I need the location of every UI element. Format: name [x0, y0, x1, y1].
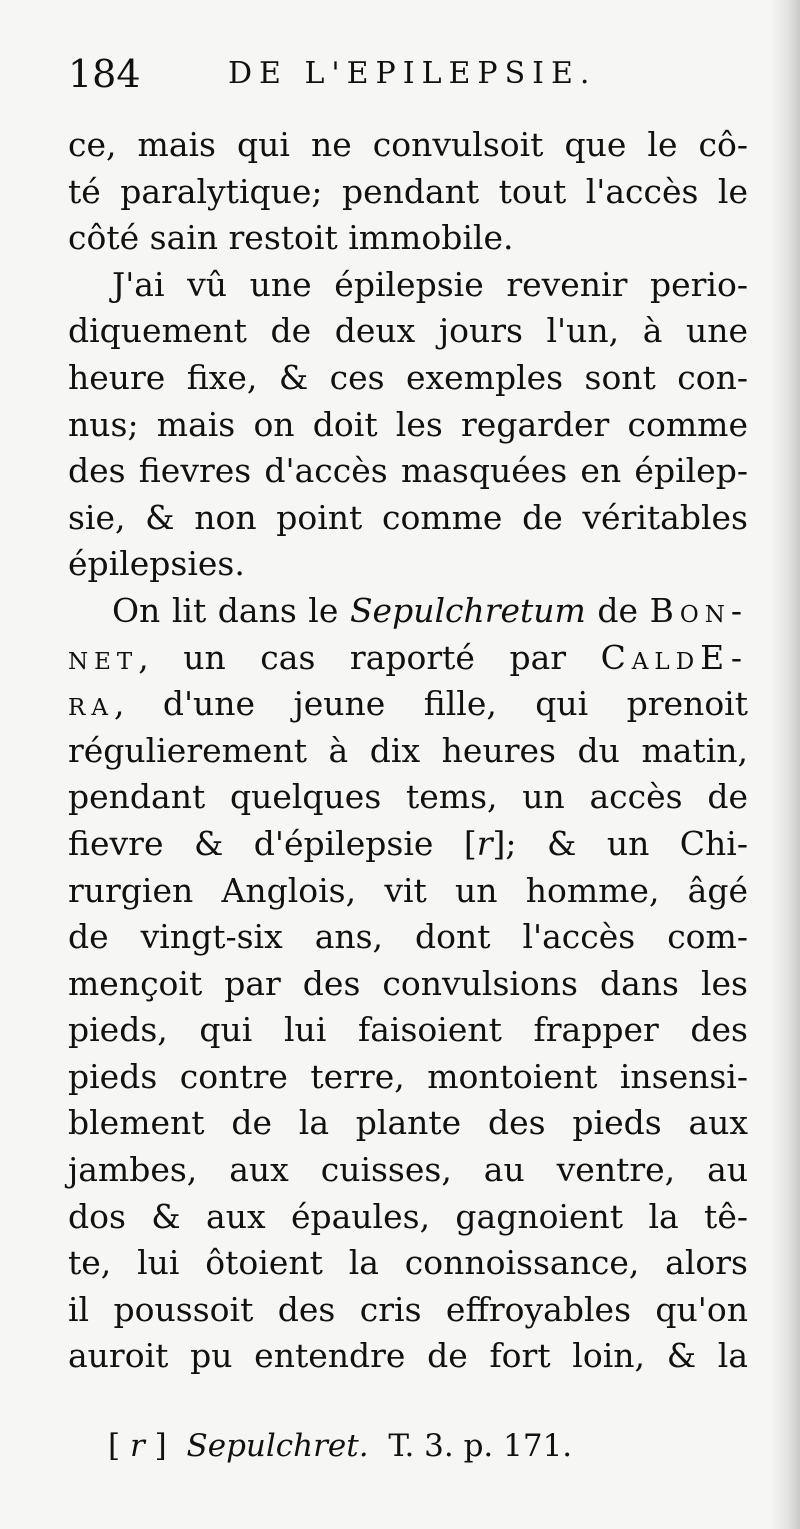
text-line: côté sain restoit immobile. [68, 218, 514, 258]
running-head [68, 52, 668, 102]
text-line: ce, mais qui ne convulsoit que le cô- [68, 125, 748, 164]
italic-title: Sepulchretum [349, 590, 586, 630]
text-run: ]; & un Chi- [492, 823, 748, 863]
text-line: rurgien Anglois, vit un homme, âgé [68, 870, 748, 910]
text-line: épilepsies. [68, 544, 245, 584]
text-line [68, 681, 748, 728]
footnote-marker: r [129, 1428, 145, 1464]
footnote-reference: r [476, 823, 493, 863]
text-run: de [585, 590, 650, 630]
author-name: net [68, 637, 139, 677]
text-line: té paralytique; pendant tout l'accès le [68, 171, 748, 211]
footnote-source: Sepulchret. [186, 1428, 369, 1464]
page-edge-shadow [770, 0, 800, 1529]
text-line: jambes, aux cuisses, au ventre, au [68, 1150, 748, 1190]
text-line [68, 635, 748, 682]
body-text [68, 122, 748, 1380]
footnote-bracket: [ [108, 1428, 121, 1464]
text-line: mençoit par des convulsions dans les [68, 963, 748, 1003]
text-line [68, 821, 748, 868]
author-name: Bon- [649, 590, 748, 630]
author-name: CaldE- [600, 637, 748, 677]
text-run: On lit dans le [112, 590, 350, 630]
running-title: DE L'EPILEPSIE. [228, 56, 597, 91]
text-line: régulierement à dix heures du matin, [68, 730, 748, 770]
text-line: pieds contre terre, montoient insensi- [68, 1056, 748, 1096]
text-line: pendant quelques tems, un accès de [68, 777, 748, 817]
footnote-bracket: ] [154, 1428, 167, 1464]
text-line: heure fixe, & ces exemples sont con- [68, 357, 748, 397]
text-line: te, lui ôtoient la connoissance, alors [68, 1243, 748, 1283]
text-line: auroit pu entendre de fort loin, & la [68, 1336, 748, 1376]
text-line: blement de la plante des pieds aux [68, 1103, 748, 1143]
text-run: fievre & d'épilepsie [ [68, 823, 477, 863]
text-line: de vingt-six ans, dont l'accès com- [68, 917, 748, 957]
text-run: , d'une jeune fille, qui prenoit [113, 684, 748, 724]
page-number: 184 [68, 52, 141, 96]
text-run: , un cas raporté par [138, 637, 601, 677]
footnote-locator: T. 3. p. 171. [388, 1428, 573, 1464]
text-line: il poussoit des cris effroyables qu'on [68, 1289, 748, 1329]
text-line: pieds, qui lui faisoient frapper des [68, 1010, 748, 1050]
text-line: diquement de deux jours l'un, à une [68, 311, 748, 351]
text-line: des fievres d'accès masquées en épilep- [68, 451, 748, 491]
text-line: nus; mais on doit les regarder comme [68, 404, 748, 444]
text-line: J'ai vû une épilepsie revenir perio- [112, 264, 748, 304]
text-line [68, 588, 748, 635]
text-line: sie, & non point comme de véritables [68, 497, 748, 537]
text-line: dos & aux épaules, gagnoient la tê- [68, 1196, 748, 1236]
author-name: ra [68, 684, 114, 724]
footnote [108, 1428, 572, 1464]
